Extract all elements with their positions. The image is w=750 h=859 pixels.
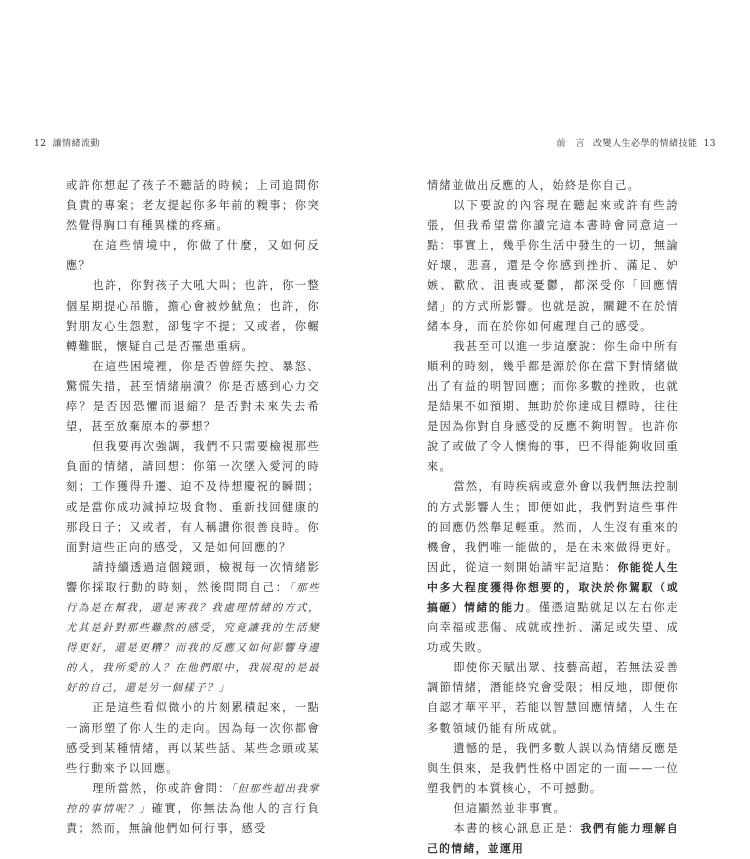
- paragraph: 當然，有時疾病或意外會以我們無法控制的方式影響人生；即便如此，我們對這些事件的回應仍然舉足輕重。然而，人生沒有重來的機會，我們唯一能做的，是在未來做得更好。因此，從這一刻開始請牢記這點：你能從人生中多大程度獲得你想要的，取決於你駕馭（或搞砸）情緒的能力。僅憑這點就足以左右你走向幸福或悲傷、成就或挫折、滿足或失望、成功或失敗。: [427, 480, 679, 655]
- emphasized-quote: 「但那些超出我掌控的事情呢？」: [66, 782, 320, 815]
- left-running-title: 讓情緒流動: [52, 139, 100, 149]
- right-page-number: 13: [703, 139, 716, 149]
- left-page-number: 12: [34, 139, 47, 149]
- paragraph: 遺憾的是，我們多數人誤以為情緒反應是與生俱來，是我們性格中固定的一面——一位塑我們的本質核心，不可撼動。: [427, 741, 679, 795]
- paragraph: 理所當然，你或許會問：「但那些超出我掌控的事情呢？」確實，你無法為他人的言行負責；然而，無論他們如何行事，感受: [66, 781, 320, 835]
- paragraph: 我甚至可以進一步這麼說：你生命中所有順利的時刻，幾乎都是源於你在當下對情緒做出了有益的明智回應；而你多數的挫敗，也就是結果不如預期、無助於你達成目標時，往往是因為你對自身感受的反應不夠明智。也許你說了或做了令人懊悔的事，巴不得能夠收回重來。: [427, 339, 679, 474]
- paragraph: 請持續透過這個鏡頭，檢視每一次情緒影響你採取行動的時刻，然後問問自己：「那些行為是在幫我，還是害我？我處理情緒的方式，尤其是針對那些難熬的感受，究竟讓我的生活變得更好，還是更糟？而我的反應又如何影響身邊的人，我所愛的人？在他們眼中，我展現的是最好的自己，還是另一個樣子？」: [66, 560, 320, 695]
- right-body-text: [427, 176, 679, 859]
- right-running-title: 改變人生必學的情緒技能: [593, 139, 698, 149]
- left-page: [0, 0, 375, 835]
- paragraph: 但我要再次強調，我們不只需要檢視那些負面的情緒，請回想：你第一次墜入愛河的時刻；工作獲得升遷、迫不及待想慶祝的瞬間；或是當你成功減掉垃圾食物、重新找回健康的那段日子；又或者，有人稱讚你很善良時。你面對這些正向的感受，又是如何回應的？: [66, 440, 320, 554]
- paragraph: 本書的核心訊息正是：我們有能力理解自己的情緒，並運用: [427, 822, 679, 856]
- paragraph: 情緒並做出反應的人，始終是你自己。: [427, 179, 641, 192]
- paragraph: 正是這些看似微小的片刻累積起來，一點一滴形塑了你人生的走向。因為每一次你都會感受到某種情緒，再以某些話、某些念頭或某些行動來予以回應。: [66, 701, 320, 775]
- paragraph: 在這些情境中，你做了什麼，又如何反應？: [66, 239, 320, 273]
- paragraph: 以下要說的內容現在聽起來或許有些誇張，但我希望當你讀完這本書時會同意這一點：事實上，幾乎你生活中發生的一切，無論好壞，悲喜，還是令你感到挫折、滿足、妒嫉、歡欣、沮喪或憂鬱，都深受你「回應情緒」的方式所影響。也就是說，關鍵不在於情緒本身，而在於你如何處理自己的感受。: [427, 199, 679, 333]
- paragraph: 也許，你對孩子大吼大叫；也許，你一整個星期提心吊膽，擔心會被炒魷魚；也許，你對朋友心生怨懟，卻隻字不提；又或者，你輾轉難眠，懷疑自己是否罹患重病。: [66, 279, 320, 353]
- left-body-text: [66, 176, 320, 839]
- right-page: [375, 0, 750, 856]
- paragraph: 或許你想起了孩子不聽話的時候；上司追問你負責的專案；老友提起你多年前的糗事；你突然覺得胸口有種異樣的疼痛。: [66, 179, 320, 233]
- right-running-section: 前 言: [556, 139, 586, 149]
- left-running-head: [34, 136, 100, 149]
- paragraph: 在這些困境裡，你是否曾經失控、暴怒、驚慌失措，甚至情緒崩潰？你是否感到心力交瘁？是否因恐懼而退縮？是否對未來失去希望，甚至放棄原本的夢想？: [66, 359, 320, 434]
- paragraph: 即使你天賦出眾、技藝高超，若無法妥善調節情緒，潛能終究會受限；相反地，即便你自認才華平平，若能以智慧回應情緒，人生在多數領域仍能有所成就。: [427, 661, 679, 735]
- emphasized-quote: 「那些行為是在幫我，還是害我？我處理情緒的方式，尤其是針對那些難熬的感受，究竟讓我的生活變得更好，還是更糟？而我的反應又如何影響身邊的人，我所愛的人？在他們眼中，我展現的是最好的自己，還是另一個樣子？」: [66, 581, 320, 695]
- bold-statement: 我們有能力理解自己的情緒，並運用: [427, 822, 679, 856]
- bold-statement: 你能從人生中多大程度獲得你想要的，取決於你駕馭（或搞砸）情緒的能力: [427, 560, 679, 614]
- paragraph: 但這顯然並非事實。: [453, 801, 567, 815]
- right-running-head: [557, 136, 716, 149]
